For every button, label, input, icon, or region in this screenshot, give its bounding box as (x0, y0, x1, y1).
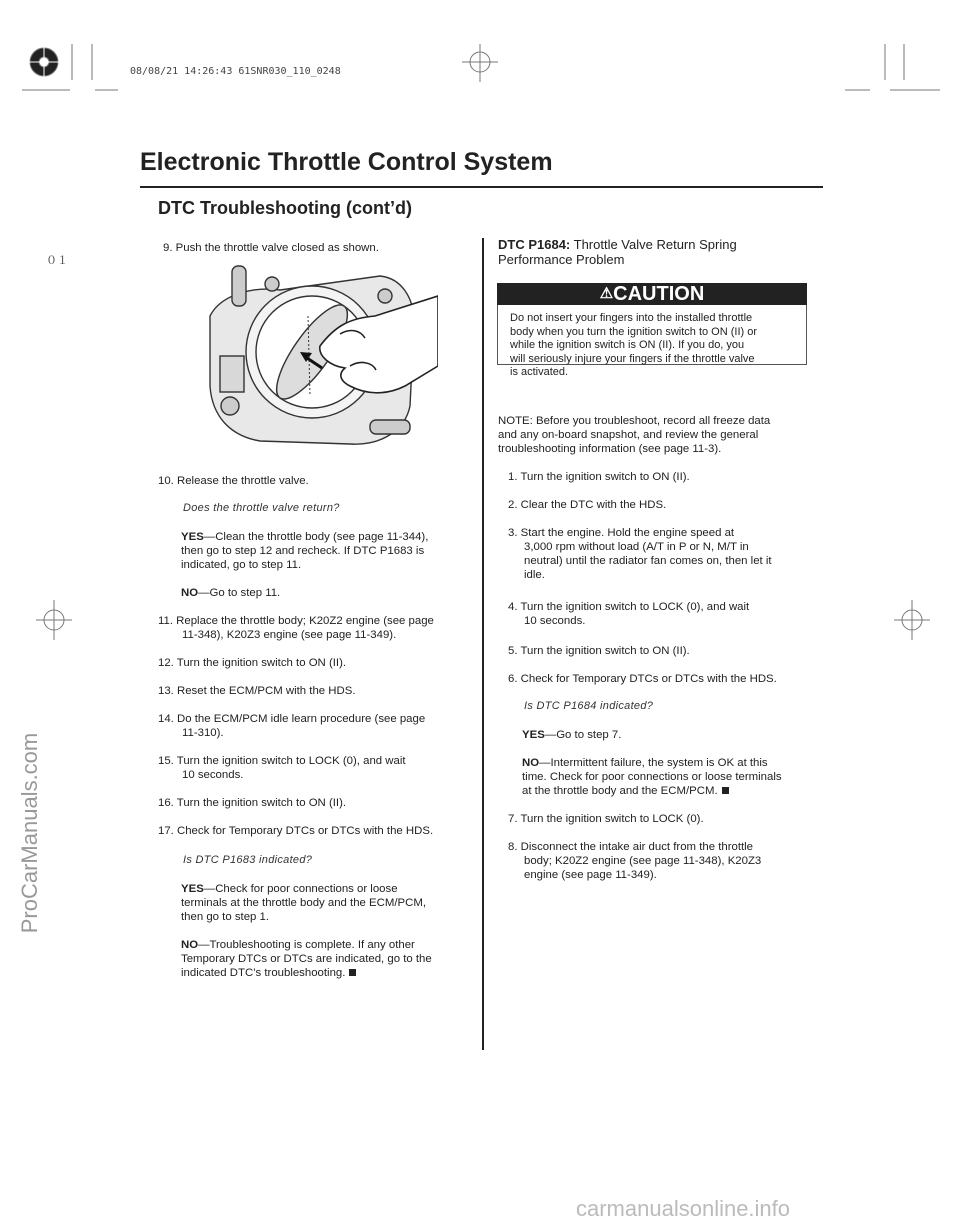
yes-1-line3: indicated, go to step 11. (181, 559, 302, 571)
throttle-valve-illustration (200, 256, 438, 452)
r-step-1: 1. Turn the ignition switch to ON (II). (508, 471, 690, 483)
section-subtitle: DTC Troubleshooting (cont’d) (158, 198, 412, 218)
bottom-watermark: carmanualsonline.info (576, 1196, 791, 1221)
r-step-8-l3: engine (see page 11-349). (524, 869, 657, 881)
end-mark-icon (349, 969, 356, 976)
r-no: NO—Intermittent failure, the system is OK at this (522, 757, 768, 769)
no-2: NO—Troubleshooting is complete. If any other (181, 939, 415, 951)
r-step-3-l4: idle. (524, 569, 545, 581)
caution-text: Do not insert your fingers into the installed throttle body when you turn the ignition switch to ON (II) or while the ignition switch is ON (II). If you do, you will seriously injure your fingers if the throttle valve is activated. (510, 312, 758, 378)
caution-banner: ⚠CAUTION (497, 283, 807, 305)
yes-1-line2: then go to step 12 and recheck. If DTC P1683 is (181, 545, 425, 557)
column-divider (482, 238, 484, 1050)
step-14: 14. Do the ECM/PCM idle learn procedure (see page (158, 713, 426, 725)
step-15-cont: 10 seconds. (182, 769, 244, 781)
step-17: 17. Check for Temporary DTCs or DTCs with the HDS. (158, 825, 434, 837)
r-step-4-l2: 10 seconds. (524, 615, 586, 627)
r-yes: YES—Go to step 7. (522, 729, 622, 741)
yes-2: YES—Check for poor connections or loose (181, 883, 398, 895)
yes-2-line2: terminals at the throttle body and the ECM/PCM, (181, 897, 427, 909)
no-2-line3: indicated DTC’s troubleshooting. (181, 966, 356, 980)
page-title: Electronic Throttle Control System (140, 148, 553, 176)
r-step-2: 2. Clear the DTC with the HDS. (508, 499, 667, 511)
yes-2-line3: then go to step 1. (181, 911, 270, 923)
step-10: 10. Release the throttle valve. (158, 475, 309, 487)
r-no-l3: at the throttle body and the ECM/PCM. (522, 784, 729, 798)
r-step-5: 5. Turn the ignition switch to ON (II). (508, 645, 690, 657)
r-step-6: 6. Check for Temporary DTCs or DTCs with the HDS. (508, 673, 777, 685)
page-mark: ０１ (46, 255, 68, 267)
end-mark-icon (722, 787, 729, 794)
step-12: 12. Turn the ignition switch to ON (II). (158, 657, 347, 669)
step-11-cont: 11-348), K20Z3 engine (see page 11-349). (182, 629, 397, 641)
step-14-cont: 11-310). (182, 727, 224, 739)
step-9: 9. Push the throttle valve closed as shown. (163, 242, 379, 254)
r-step-3: 3. Start the engine. Hold the engine speed at (508, 527, 735, 539)
step-15: 15. Turn the ignition switch to LOCK (0), and wait (158, 755, 406, 767)
r-step-3-l3: neutral) until the radiator fan comes on, then let it (524, 555, 772, 567)
question-1: Does the throttle valve return? (183, 502, 340, 514)
note: NOTE: Before you troubleshoot, record all freeze data and any on-board snapshot, and review the general troubleshooting information (see page 11-3). (498, 415, 771, 455)
no-1: NO—Go to step 11. (181, 587, 281, 599)
r-step-8-l2: body; K20Z2 engine (see page 11-348), K20Z3 (524, 855, 762, 867)
r-question: Is DTC P1684 indicated? (524, 700, 654, 712)
r-step-7: 7. Turn the ignition switch to LOCK (0). (508, 813, 704, 825)
step-16: 16. Turn the ignition switch to ON (II). (158, 797, 347, 809)
no-2-line2: Temporary DTCs or DTCs are indicated, go to the (181, 953, 432, 965)
r-step-3-l2: 3,000 rpm without load (A/T in P or N, M/T in (524, 541, 749, 553)
yes-1: YES—Clean the throttle body (see page 11-344), (181, 531, 429, 543)
r-no-l2: time. Check for poor connections or loose terminals (522, 771, 782, 783)
title-rule (140, 186, 823, 188)
question-2: Is DTC P1683 indicated? (183, 854, 313, 866)
step-11: 11. Replace the throttle body; K20Z2 engine (see page (158, 615, 434, 627)
step-13: 13. Reset the ECM/PCM with the HDS. (158, 685, 356, 697)
print-stamp: 08/08/21 14:26:43 61SNR030_110_0248 (130, 66, 341, 77)
r-step-8: 8. Disconnect the intake air duct from the throttle (508, 841, 754, 853)
dtc-heading: DTC P1684: Throttle Valve Return Spring Performance Problem (498, 237, 737, 267)
r-step-4: 4. Turn the ignition switch to LOCK (0), and wait (508, 601, 750, 613)
warning-icon: ⚠ (599, 285, 614, 302)
side-watermark: ProCarManuals.com (17, 732, 42, 934)
